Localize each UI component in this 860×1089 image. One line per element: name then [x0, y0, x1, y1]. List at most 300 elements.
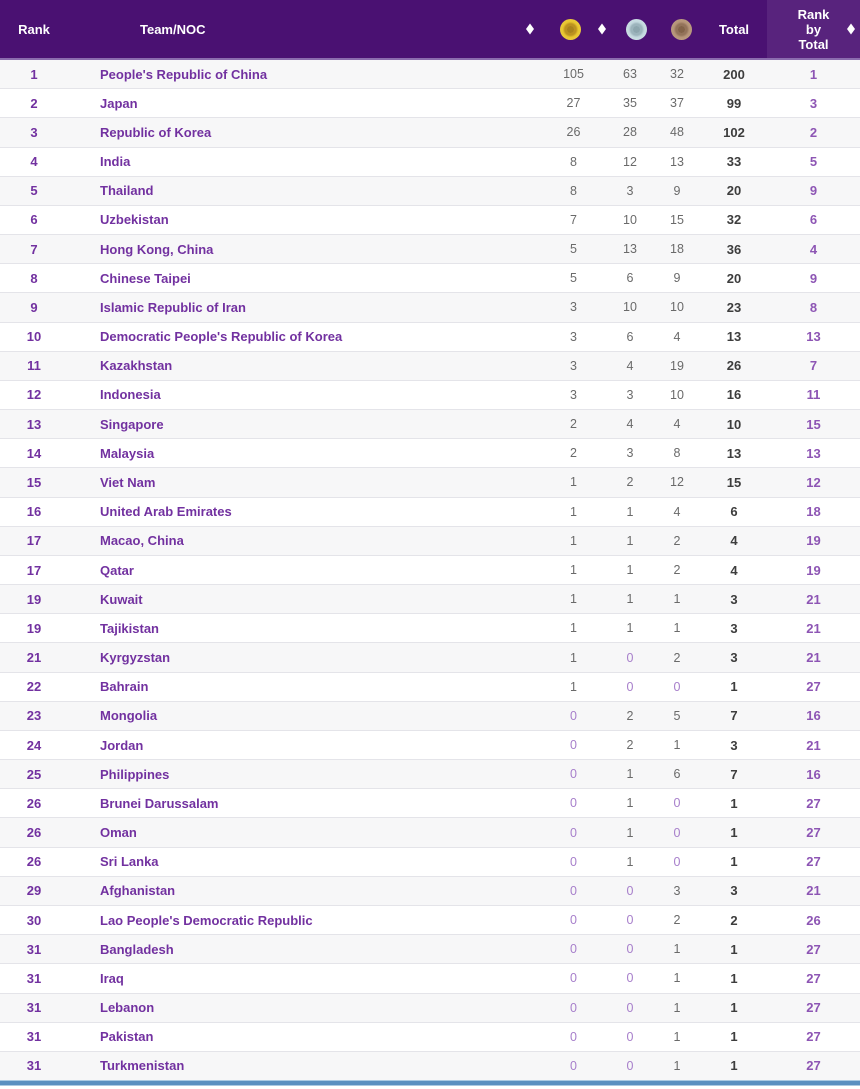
rank-cell: 26 [26, 795, 42, 811]
gold-cell: 105 [563, 67, 584, 82]
silver-cell: 63 [623, 67, 637, 82]
silver-cell: 2 [626, 475, 634, 490]
rank-cell: 21 [26, 650, 42, 666]
gold-cell: 1 [570, 650, 577, 665]
rank-by-total-cell: 19 [806, 533, 821, 549]
gold-cell: 5 [570, 271, 577, 286]
rank-by-total-cell: 27 [806, 1029, 821, 1045]
table-row [0, 497, 860, 526]
table-row [0, 380, 860, 409]
column-header-total[interactable] [701, 0, 767, 58]
silver-cell: 0 [626, 971, 634, 986]
gold-cell: 1 [570, 533, 577, 548]
gold-cell: 3 [570, 387, 577, 402]
silver-cell: 1 [626, 563, 634, 577]
gold-cell: 0 [570, 708, 577, 723]
table-row [0, 1022, 860, 1051]
rank-by-total-cell: 9 [809, 183, 818, 199]
team-cell: People's Republic of China [100, 66, 268, 82]
bronze-cell: 12 [670, 475, 684, 490]
rank-by-total-cell: 27 [806, 970, 821, 986]
bronze-cell: 4 [673, 504, 681, 519]
silver-cell: 4 [626, 358, 634, 373]
bronze-cell: 0 [673, 679, 681, 694]
table-row [0, 817, 860, 846]
total-cell: 33 [726, 154, 742, 170]
table-row [0, 759, 860, 788]
bronze-cell: 1 [673, 621, 681, 636]
gold-cell: 0 [570, 796, 577, 811]
table-row [0, 117, 860, 146]
team-cell: Viet Nam [100, 474, 156, 490]
rank-cell: 3 [30, 124, 38, 140]
gold-cell: 26 [566, 125, 581, 140]
bronze-cell: 2 [673, 533, 681, 548]
rank-by-total-cell: 3 [809, 95, 818, 111]
rank-cell: 12 [26, 387, 42, 403]
rank-cell: 10 [26, 329, 42, 345]
gold-cell: 0 [570, 738, 577, 753]
silver-cell: 3 [626, 446, 634, 461]
total-cell: 3 [730, 591, 738, 607]
gold-cell: 0 [570, 913, 577, 928]
table-row [0, 409, 860, 438]
team-cell: Singapore [100, 416, 164, 432]
table-row [0, 467, 860, 496]
total-header-label: Total [718, 21, 750, 37]
bronze-cell: 10 [670, 387, 684, 402]
table-row [0, 642, 860, 671]
team-cell: Republic of Korea [100, 124, 212, 140]
gold-cell: 0 [570, 971, 577, 986]
bronze-cell: 1 [673, 1029, 681, 1044]
bronze-cell: 0 [673, 854, 681, 869]
table-row [0, 788, 860, 817]
total-cell: 102 [723, 124, 745, 140]
rank-cell: 19 [26, 620, 42, 636]
silver-cell: 1 [626, 825, 634, 840]
gold-cell: 2 [570, 446, 577, 461]
gold-cell: 0 [570, 1000, 577, 1015]
team-cell: Bangladesh [100, 941, 174, 957]
silver-cell: 1 [626, 796, 634, 811]
table-row [0, 176, 860, 205]
silver-medal-icon [626, 19, 647, 40]
total-cell: 6 [730, 504, 738, 520]
rank-by-total-cell: 21 [806, 591, 821, 607]
silver-cell: 0 [626, 883, 634, 898]
rank-cell: 26 [26, 825, 42, 841]
table-row [0, 555, 860, 584]
bronze-cell: 1 [673, 592, 681, 607]
team-cell: Lao People's Democratic Republic [100, 912, 313, 928]
silver-cell: 0 [626, 1058, 634, 1073]
total-cell: 20 [726, 183, 742, 199]
team-cell: Kuwait [100, 591, 143, 607]
silver-cell: 4 [626, 417, 634, 432]
bronze-cell: 8 [673, 446, 681, 461]
column-header-bronze[interactable] [653, 0, 701, 58]
table-row [0, 234, 860, 263]
rank-by-total-cell: 11 [806, 387, 821, 403]
team-cell: Qatar [100, 562, 134, 578]
table-row [0, 993, 860, 1022]
bronze-cell: 1 [673, 738, 681, 753]
rank-cell: 23 [26, 708, 42, 724]
table-row [0, 613, 860, 642]
table-row [0, 584, 860, 613]
total-cell: 26 [726, 358, 742, 374]
table-row [0, 963, 860, 992]
team-cell: Macao, China [100, 533, 184, 549]
gold-cell: 3 [570, 358, 577, 373]
rank-by-total-cell: 27 [806, 1000, 821, 1016]
table-row [0, 88, 860, 117]
team-cell: Oman [100, 825, 137, 841]
rank-by-total-cell: 13 [806, 445, 821, 461]
total-cell: 10 [726, 416, 742, 432]
gold-cell: 1 [570, 679, 577, 694]
table-row [0, 672, 860, 701]
table-row [0, 322, 860, 351]
rank-by-total-cell: 26 [806, 912, 821, 928]
table-row [0, 147, 860, 176]
rank-by-total-cell: 7 [809, 358, 818, 374]
team-cell: Indonesia [100, 387, 161, 403]
bronze-cell: 10 [670, 300, 684, 315]
silver-cell: 0 [626, 679, 634, 694]
silver-cell: 10 [623, 300, 637, 315]
team-cell: Afghanistan [100, 883, 176, 899]
column-header-silver[interactable] [607, 0, 653, 58]
team-cell: Malaysia [100, 445, 155, 461]
total-cell: 7 [730, 708, 738, 724]
rank-cell: 5 [30, 183, 38, 199]
bronze-cell: 13 [670, 154, 684, 169]
rank-cell: 16 [26, 504, 42, 520]
bronze-cell: 15 [670, 212, 684, 227]
rank-by-total-cell: 6 [809, 212, 818, 228]
team-cell: Hong Kong, China [100, 241, 214, 257]
bronze-cell: 9 [673, 271, 681, 286]
gold-cell: 0 [570, 1058, 577, 1073]
rank-cell: 25 [26, 766, 42, 782]
gold-cell: 5 [570, 242, 577, 257]
total-cell: 2 [730, 912, 738, 928]
bronze-cell: 48 [670, 125, 684, 140]
gold-cell: 1 [570, 475, 577, 490]
total-cell: 4 [730, 533, 738, 549]
rank-by-total-cell: 27 [806, 825, 821, 841]
gold-cell: 1 [570, 621, 577, 636]
table-row [0, 934, 860, 963]
bronze-cell: 32 [670, 67, 684, 82]
bronze-cell: 6 [673, 767, 681, 782]
team-cell: Iraq [100, 970, 124, 986]
total-cell: 36 [726, 241, 742, 257]
gold-cell: 8 [570, 154, 577, 169]
team-cell: Sri Lanka [100, 854, 159, 870]
total-cell: 1 [730, 825, 738, 841]
silver-cell: 6 [626, 329, 634, 344]
rank-by-total-cell: 16 [806, 708, 821, 724]
team-cell: Japan [100, 95, 138, 111]
rank-cell: 24 [26, 737, 42, 753]
bronze-medal-icon [671, 19, 692, 40]
diamond-sort-icon[interactable] [847, 24, 855, 35]
table-row [0, 876, 860, 905]
bronze-cell: 5 [673, 708, 681, 723]
team-cell: Kazakhstan [100, 358, 173, 374]
total-cell: 7 [730, 766, 738, 782]
team-cell: Mongolia [100, 708, 158, 724]
total-cell: 16 [726, 387, 742, 403]
gold-cell: 1 [570, 592, 577, 607]
rank-by-total-cell: 27 [806, 854, 821, 870]
diamond-sort-icon[interactable] [526, 24, 534, 35]
silver-cell: 2 [626, 738, 634, 753]
rank-cell: 19 [26, 591, 42, 607]
total-cell: 200 [723, 66, 745, 82]
table-row [0, 526, 860, 555]
team-cell: United Arab Emirates [100, 504, 232, 520]
rank-cell: 8 [30, 270, 38, 286]
rank-cell: 31 [26, 941, 42, 957]
team-cell: India [100, 154, 131, 170]
team-cell: Chinese Taipei [100, 270, 191, 286]
team-header-label: Team/NOC [140, 21, 206, 37]
gold-cell: 27 [566, 96, 581, 111]
table-row [0, 60, 860, 88]
rank-by-total-cell: 19 [806, 562, 821, 578]
gold-cell: 1 [570, 563, 577, 577]
rank-cell: 11 [27, 358, 41, 374]
total-cell: 15 [726, 474, 742, 490]
rank-by-total-cell: 18 [806, 504, 821, 520]
team-cell: Brunei Darussalam [100, 795, 219, 811]
bronze-cell: 1 [673, 1058, 681, 1073]
bronze-cell: 18 [670, 242, 684, 257]
table-row [0, 205, 860, 234]
diamond-sort-icon[interactable] [598, 24, 606, 35]
gold-cell: 0 [570, 854, 577, 869]
total-cell: 99 [726, 95, 742, 111]
table-row [0, 351, 860, 380]
total-cell: 3 [730, 737, 738, 753]
rank-by-total-cell: 27 [806, 1058, 821, 1074]
silver-cell: 1 [626, 592, 634, 607]
bronze-cell: 1 [673, 971, 681, 986]
bronze-cell: 3 [673, 883, 681, 898]
silver-cell: 10 [623, 212, 637, 227]
gold-cell: 0 [570, 1029, 577, 1044]
column-header-rank-by-total[interactable] [767, 0, 860, 58]
silver-cell: 2 [626, 708, 634, 723]
total-cell: 1 [730, 1000, 738, 1016]
table-row [0, 438, 860, 467]
silver-cell: 1 [626, 533, 634, 548]
rank-cell: 7 [30, 241, 38, 257]
rank-by-total-cell: 27 [806, 679, 821, 695]
table-row [0, 905, 860, 934]
rank-by-total-cell: 8 [809, 299, 818, 315]
rank-cell: 6 [30, 212, 38, 228]
team-cell: Pakistan [100, 1029, 154, 1045]
table-row [0, 701, 860, 730]
team-cell: Philippines [100, 766, 170, 782]
team-cell: Democratic People's Republic of Korea [100, 329, 343, 345]
gold-cell: 7 [570, 212, 577, 227]
column-header-rank[interactable] [0, 0, 68, 58]
rank-cell: 17 [26, 562, 42, 578]
silver-cell: 0 [626, 650, 634, 665]
total-cell: 3 [730, 620, 738, 636]
rank-cell: 26 [26, 854, 42, 870]
gold-cell: 2 [570, 417, 577, 432]
table-row [0, 1051, 860, 1080]
gold-cell: 3 [570, 329, 577, 344]
rank-by-total-cell: 1 [809, 66, 818, 82]
silver-cell: 1 [626, 504, 634, 519]
silver-cell: 12 [623, 154, 637, 169]
silver-cell: 0 [626, 942, 634, 957]
rank-by-total-cell: 9 [809, 270, 818, 286]
rank-cell: 1 [30, 66, 38, 82]
rank-by-total-cell: 27 [806, 795, 821, 811]
silver-cell: 28 [623, 125, 637, 140]
column-header-gold[interactable] [540, 0, 607, 58]
team-cell: Lebanon [100, 1000, 155, 1016]
total-cell: 1 [730, 1058, 738, 1074]
table-row [0, 847, 860, 876]
rank-by-total-header-label: Rank by Total [797, 6, 830, 52]
rank-by-total-cell: 13 [806, 329, 821, 345]
rank-cell: 15 [26, 474, 42, 490]
table-row [0, 292, 860, 321]
total-cell: 13 [726, 329, 742, 345]
rank-cell: 13 [26, 416, 42, 432]
rank-cell: 22 [26, 679, 42, 695]
medal-table-body [0, 60, 860, 1080]
silver-cell: 13 [623, 242, 637, 257]
rank-by-total-cell: 5 [809, 154, 818, 170]
silver-cell: 1 [626, 767, 634, 782]
team-cell: Uzbekistan [100, 212, 169, 228]
rank-by-total-cell: 2 [809, 124, 818, 140]
silver-cell: 0 [626, 1000, 634, 1015]
rank-cell: 30 [26, 912, 42, 928]
team-cell: Jordan [100, 737, 144, 753]
table-row [0, 263, 860, 292]
gold-cell: 0 [570, 883, 577, 898]
rank-cell: 31 [26, 1029, 42, 1045]
gold-cell: 0 [570, 767, 577, 782]
total-cell: 1 [730, 854, 738, 870]
silver-cell: 3 [626, 387, 634, 402]
silver-cell: 1 [626, 854, 634, 869]
table-row [0, 730, 860, 759]
rank-by-total-cell: 15 [806, 416, 821, 432]
rank-by-total-cell: 4 [809, 241, 818, 257]
team-cell: Bahrain [100, 679, 149, 695]
bronze-cell: 0 [673, 825, 681, 840]
horizontal-scrollbar[interactable] [0, 1080, 860, 1086]
total-cell: 1 [730, 941, 738, 957]
total-cell: 4 [730, 562, 738, 578]
bronze-cell: 37 [670, 96, 684, 111]
team-cell: Thailand [100, 183, 154, 199]
team-cell: Turkmenistan [100, 1058, 185, 1074]
total-cell: 1 [730, 679, 738, 695]
gold-cell: 0 [570, 825, 577, 840]
bronze-cell: 2 [673, 563, 681, 577]
rank-cell: 29 [26, 883, 42, 899]
rank-cell: 2 [30, 95, 38, 111]
rank-header-label: Rank [18, 21, 50, 37]
rank-cell: 17 [26, 533, 42, 549]
bronze-cell: 0 [673, 796, 681, 811]
total-cell: 3 [730, 883, 738, 899]
rank-by-total-cell: 21 [806, 620, 821, 636]
total-cell: 13 [726, 445, 742, 461]
team-cell: Islamic Republic of Iran [100, 299, 246, 315]
gold-cell: 3 [570, 300, 577, 315]
rank-cell: 31 [26, 1058, 42, 1074]
total-cell: 20 [726, 270, 742, 286]
total-cell: 3 [730, 650, 738, 666]
bronze-cell: 4 [673, 329, 681, 344]
rank-cell: 4 [30, 154, 38, 170]
bronze-cell: 2 [673, 650, 681, 665]
gold-cell: 0 [570, 942, 577, 957]
rank-cell: 31 [26, 1000, 42, 1016]
total-cell: 1 [730, 1029, 738, 1045]
silver-cell: 3 [626, 183, 634, 198]
rank-by-total-cell: 21 [806, 737, 821, 753]
total-cell: 1 [730, 795, 738, 811]
total-cell: 23 [726, 299, 742, 315]
silver-cell: 0 [626, 913, 634, 928]
gold-cell: 8 [570, 183, 577, 198]
rank-cell: 31 [26, 970, 42, 986]
total-cell: 32 [726, 212, 742, 228]
rank-by-total-cell: 16 [806, 766, 821, 782]
rank-cell: 14 [26, 445, 42, 461]
table-header [0, 0, 860, 60]
silver-cell: 35 [623, 96, 637, 111]
rank-cell: 9 [30, 299, 38, 315]
rank-by-total-cell: 12 [806, 474, 821, 490]
column-header-team[interactable] [68, 0, 540, 58]
rank-by-total-cell: 21 [806, 650, 821, 666]
bronze-cell: 2 [673, 913, 681, 928]
team-cell: Kyrgyzstan [100, 650, 171, 666]
bronze-cell: 1 [673, 942, 681, 957]
silver-cell: 0 [626, 1029, 634, 1044]
bronze-cell: 9 [673, 183, 681, 198]
gold-medal-icon [560, 19, 581, 40]
bronze-cell: 1 [673, 1000, 681, 1015]
silver-cell: 1 [626, 621, 634, 636]
bronze-cell: 19 [670, 358, 684, 373]
silver-cell: 6 [626, 271, 634, 286]
bronze-cell: 4 [673, 417, 681, 432]
total-cell: 1 [730, 970, 738, 986]
rank-by-total-cell: 27 [806, 941, 821, 957]
team-cell: Tajikistan [100, 620, 160, 636]
rank-by-total-cell: 21 [806, 883, 821, 899]
gold-cell: 1 [570, 504, 577, 519]
